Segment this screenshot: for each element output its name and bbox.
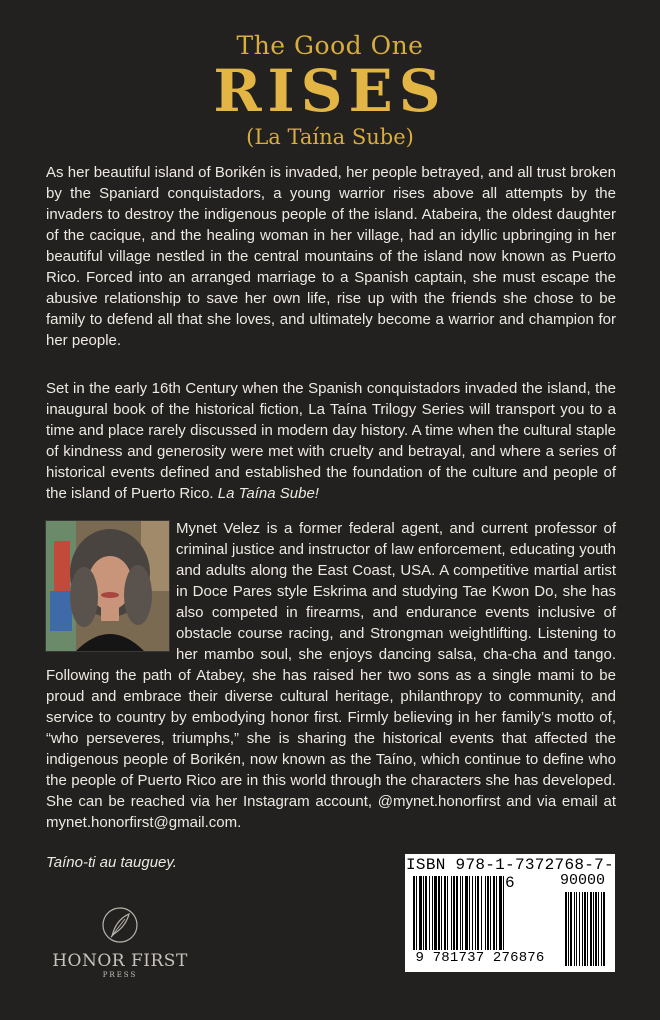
price-code: 90000 bbox=[559, 872, 605, 889]
barcode-digits: 9 781737 276876 bbox=[415, 950, 545, 966]
barcode-addon-bar bbox=[603, 892, 605, 966]
barcode-addon-bar bbox=[579, 892, 580, 966]
barcode-addon-bar bbox=[601, 892, 602, 966]
tagline: Taíno-ti au tauguey. bbox=[46, 854, 177, 871]
blurb-paragraph-2-text: Set in the early 16th Century when the Spanish conquistadors invaded the island, the inaugural book of the historical fiction, La Taína Trilogy Series will transport you to a time and place rarely discussed in modern day history. A time when the cultural staple of kindness and generosity were met with cruelty and betrayal, and where a series of historical events defined and established the foundation of the culture and people of the island of Puerto Rico. bbox=[46, 380, 616, 502]
title-line1: The Good One bbox=[236, 31, 424, 60]
publisher-name: HONOR FIRST bbox=[52, 951, 188, 971]
barcode-addon-bar bbox=[587, 892, 588, 966]
quill-feather-icon bbox=[98, 906, 142, 944]
barcode-addon-bar bbox=[570, 892, 572, 966]
title-main: RISES bbox=[213, 57, 447, 125]
title-subtitle: (La Taína Sube) bbox=[246, 125, 414, 149]
barcode-addon-bar bbox=[576, 892, 577, 966]
barcode-addon-bar bbox=[598, 892, 599, 966]
isbn-label: ISBN 978-1-7372768-7-6 bbox=[406, 856, 614, 892]
barcode-addon-bar bbox=[590, 892, 592, 966]
barcode-addon-bar bbox=[595, 892, 597, 966]
author-bio-text: Mynet Velez is a former federal agent, and current professor of criminal justice and instructor of law enforcement, educating youth and adults along the East Coast, USA. A competitive martial artist in Doce Pares style Eskrima and studying Tae Kwon Do, she has also competed in firearms, and endurance events inclusive of obstacle course racing, and Strongman weightlifting. Listening to her mambo soul, she enjoys dancing salsa, cha-cha and tango. Following the path of Atabey, she has raised her two sons as a single mami to be proud and embrace their diverse cultural heritage, philanthropy to community, and service to country by embodying honor first. Firmly believing in her family’s motto of, “who perseveres, triumphs,” she is sharing the historical events that affected the indigenous people of Borikén, now known as the Taíno, which continue to define who the people of Puerto Rico are in this world through the characters she has developed. She can be reached via her Instagram account, @mynet.honorfirst and via email at mynet.honorfirst@gmail.com. bbox=[46, 520, 616, 831]
publisher-press: PRESS bbox=[102, 971, 138, 979]
blurb-paragraph-1: As her beautiful island of Borikén is invaded, her people betrayed, and all trust broken by the Spaniard conquistadors, a young warrior rises above all attempts by the invaders to destroy the indigenous people of the island. Atabeira, the oldest daughter of the cacique, and the healing woman in her village, had an idyllic upbringing in her beautiful village nestled in the central mountains of the island now known as Puerto Rico. Forced into an arranged marriage to a Spanish captain, she must escape the abusive relationship to save her own life, rise up with the friends she chose to be family to defend all that she loves, and ultimately become a warrior and champion for her people. bbox=[46, 164, 616, 349]
author-photo-image bbox=[46, 521, 169, 651]
author-photo bbox=[45, 520, 170, 652]
blurb-paragraph-2 bbox=[46, 378, 616, 504]
title-block bbox=[0, 30, 660, 151]
barcode-addon-bar bbox=[565, 892, 567, 966]
barcode-addon-bar bbox=[584, 892, 586, 966]
barcode-addon-bar bbox=[574, 892, 575, 966]
isbn-barcode bbox=[405, 854, 615, 972]
blurb-paragraph-2-italic: La Taína Sube! bbox=[217, 485, 319, 502]
barcode-addon-bar bbox=[593, 892, 594, 966]
publisher-logo bbox=[50, 906, 190, 980]
barcode-addon-bar bbox=[582, 892, 583, 966]
barcode-addon-bar bbox=[568, 892, 569, 966]
